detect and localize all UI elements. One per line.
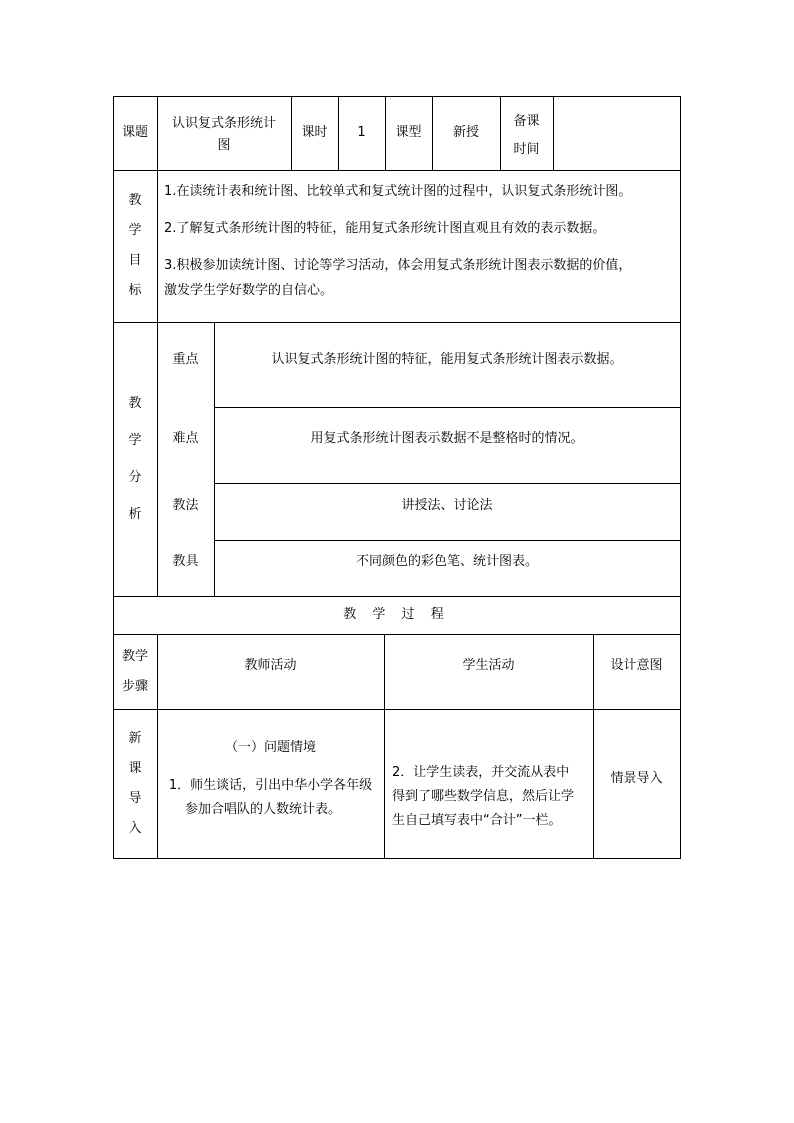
col-step-line: 教学 <box>121 648 148 664</box>
label-char: 目 <box>128 253 142 268</box>
teacher-text-line: 1．师生谈话，引出中华小学各年级 <box>168 778 373 793</box>
label-char: 学 <box>128 433 142 448</box>
objectives-label <box>113 170 157 322</box>
student-text-line: 得到了哪些数学信息，然后让学 <box>392 789 575 804</box>
label-char: 析 <box>128 507 142 522</box>
col-design-intent: 设计意图 <box>610 658 663 673</box>
objective-item: 3.积极参加读统计图、讨论等学习活动，体会用复式条形统计图表示数据的价值， <box>164 258 632 273</box>
grid-line <box>157 170 158 597</box>
label-hours: 课时 <box>301 125 328 140</box>
step-char: 课 <box>128 760 142 776</box>
label-char: 教 <box>128 396 142 411</box>
analysis-label-difficulty: 难点 <box>172 431 199 446</box>
analysis-difficulty: 用复式条形统计图表示数据不是整格时的情况。 <box>310 431 584 446</box>
design-intent-value: 情景导入 <box>610 771 663 786</box>
col-student-activity: 学生活动 <box>462 658 515 673</box>
step-char: 新 <box>128 730 142 746</box>
prep-line: 备课 <box>513 114 540 129</box>
col-step-line: 步骤 <box>121 678 148 694</box>
grid-line <box>680 96 681 859</box>
grid-line <box>113 709 681 710</box>
process-title: 教 学 过 程 <box>343 607 450 622</box>
step-char: 导 <box>128 790 142 806</box>
topic-value <box>157 96 291 170</box>
objective-item: 激发学生学好数学的自信心。 <box>164 283 334 298</box>
analysis-tools: 不同颜色的彩色笔、统计图表。 <box>355 554 538 569</box>
label-char: 标 <box>128 283 142 298</box>
objective-item: 1.在读统计表和统计图、比较单式和复式统计图的过程中，认识复式条形统计图。 <box>164 184 632 199</box>
col-step <box>113 634 157 709</box>
teacher-text-line: 参加合唱队的人数统计表。 <box>185 802 342 817</box>
analysis-label-key-point: 重点 <box>172 352 199 367</box>
analysis-method: 讲授法、讨论法 <box>401 497 493 513</box>
topic-line: 图 <box>217 138 231 153</box>
col-teacher-activity: 教师活动 <box>244 658 297 673</box>
prep-line: 时间 <box>513 142 540 157</box>
step-new-lesson-intro <box>113 709 157 858</box>
student-text-line: 生自己填写表中“合计”一栏。 <box>392 813 562 828</box>
objective-item: 2.了解复式条形统计图的特征，能用复式条形统计图直观且有效的表示数据。 <box>164 221 606 236</box>
grid-line <box>113 322 681 323</box>
topic-line: 认识复式条形统计 <box>171 116 276 131</box>
prep-time-value <box>553 96 680 170</box>
teacher-heading: （一）问题情境 <box>224 740 316 755</box>
student-text-line: 2．让学生读表，并交流从表中 <box>392 765 570 780</box>
step-char: 入 <box>128 820 142 836</box>
label-lesson-type: 课型 <box>395 125 422 140</box>
label-char: 学 <box>128 223 142 238</box>
label-topic: 课题 <box>121 125 148 140</box>
lesson-type-value: 新授 <box>452 125 479 140</box>
grid-line <box>113 858 681 859</box>
analysis-label <box>113 322 157 596</box>
analysis-label-method: 教法 <box>172 497 199 513</box>
analysis-key-point: 认识复式条形统计图的特征，能用复式条形统计图表示数据。 <box>271 352 623 367</box>
label-char: 教 <box>128 193 142 208</box>
grid-line <box>113 170 681 171</box>
hours-value: 1 <box>357 125 366 140</box>
analysis-label-tools: 教具 <box>172 554 199 569</box>
label-prep-time <box>500 96 553 170</box>
label-char: 分 <box>128 470 142 485</box>
